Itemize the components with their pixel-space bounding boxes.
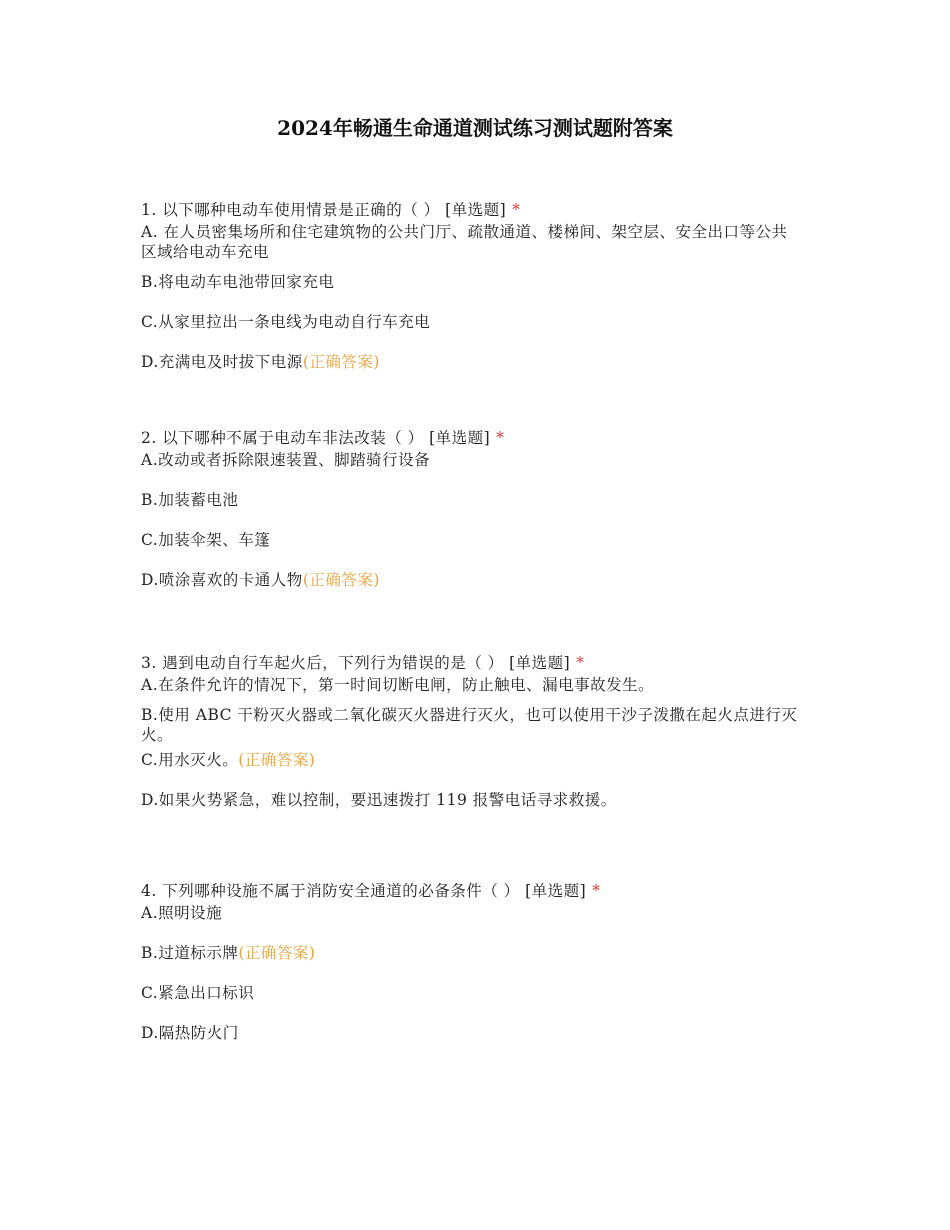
correct-answer-label: (正确答案)	[238, 944, 316, 962]
option-a	[141, 675, 801, 695]
option-d	[141, 790, 801, 810]
option-text: C.紧急出口标识	[141, 984, 255, 1002]
correct-answer-label: (正确答案)	[238, 751, 316, 769]
correct-answer-label: (正确答案)	[302, 571, 380, 589]
option-b	[141, 490, 801, 510]
required-star: *	[512, 201, 521, 219]
required-star: *	[592, 882, 601, 900]
option-d	[141, 1023, 801, 1043]
option-a	[141, 222, 801, 262]
option-a	[141, 903, 801, 923]
question-text: 1. 以下哪种电动车使用情景是正确的（ ） [单选题]	[141, 201, 507, 219]
option-text: A. 在人员密集场所和住宅建筑物的公共门厅、疏散通道、楼梯间、架空层、安全出口等公共区域给电动车充电	[141, 223, 788, 261]
required-star: *	[496, 429, 505, 447]
option-text: B.加装蓄电池	[141, 491, 239, 509]
option-text: A.照明设施	[141, 904, 223, 922]
option-c	[141, 312, 801, 332]
option-a	[141, 450, 801, 470]
option-text: B.使用 ABC 干粉灭火器或二氧化碳灭火器进行灭火，也可以使用干沙子泼撒在起火点进行灭火。	[141, 706, 798, 744]
question-4	[141, 881, 801, 1063]
option-c	[141, 750, 801, 770]
option-text: C.用水灭火。	[141, 751, 239, 769]
option-c	[141, 983, 801, 1003]
option-b	[141, 272, 801, 292]
option-b	[141, 943, 801, 963]
question-2	[141, 428, 801, 610]
option-c	[141, 530, 801, 550]
question-stem	[141, 653, 801, 673]
question-text: 4. 下列哪种设施不属于消防安全通道的必备条件（ ） [单选题]	[141, 882, 587, 900]
option-d	[141, 352, 801, 372]
option-text: D.充满电及时拔下电源	[141, 353, 303, 371]
option-text: A.改动或者拆除限速装置、脚踏骑行设备	[141, 451, 431, 469]
option-text: A.在条件允许的情况下，第一时间切断电闸，防止触电、漏电事故发生。	[141, 676, 655, 694]
option-d	[141, 570, 801, 590]
question-1	[141, 200, 801, 392]
question-text: 3. 遇到电动自行车起火后，下列行为错误的是（ ） [单选题]	[141, 654, 571, 672]
option-b	[141, 705, 801, 745]
document-title: 2024年畅通生命通道测试练习测试题附答案	[277, 116, 673, 140]
question-stem	[141, 428, 801, 448]
option-text: B.过道标示牌	[141, 944, 239, 962]
question-text: 2. 以下哪种不属于电动车非法改装（ ） [单选题]	[141, 429, 491, 447]
option-text: D.如果火势紧急，难以控制，要迅速拨打 119 报警电话寻求救援。	[141, 791, 617, 809]
question-3	[141, 653, 801, 830]
option-text: D.隔热防火门	[141, 1024, 239, 1042]
option-text: D.喷涂喜欢的卡通人物	[141, 571, 303, 589]
required-star: *	[576, 654, 585, 672]
option-text: C.加装伞架、车篷	[141, 531, 271, 549]
question-stem	[141, 881, 801, 901]
option-text: C.从家里拉出一条电线为电动自行车充电	[141, 313, 431, 331]
correct-answer-label: (正确答案)	[302, 353, 380, 371]
option-text: B.将电动车电池带回家充电	[141, 273, 335, 291]
question-stem	[141, 200, 801, 220]
